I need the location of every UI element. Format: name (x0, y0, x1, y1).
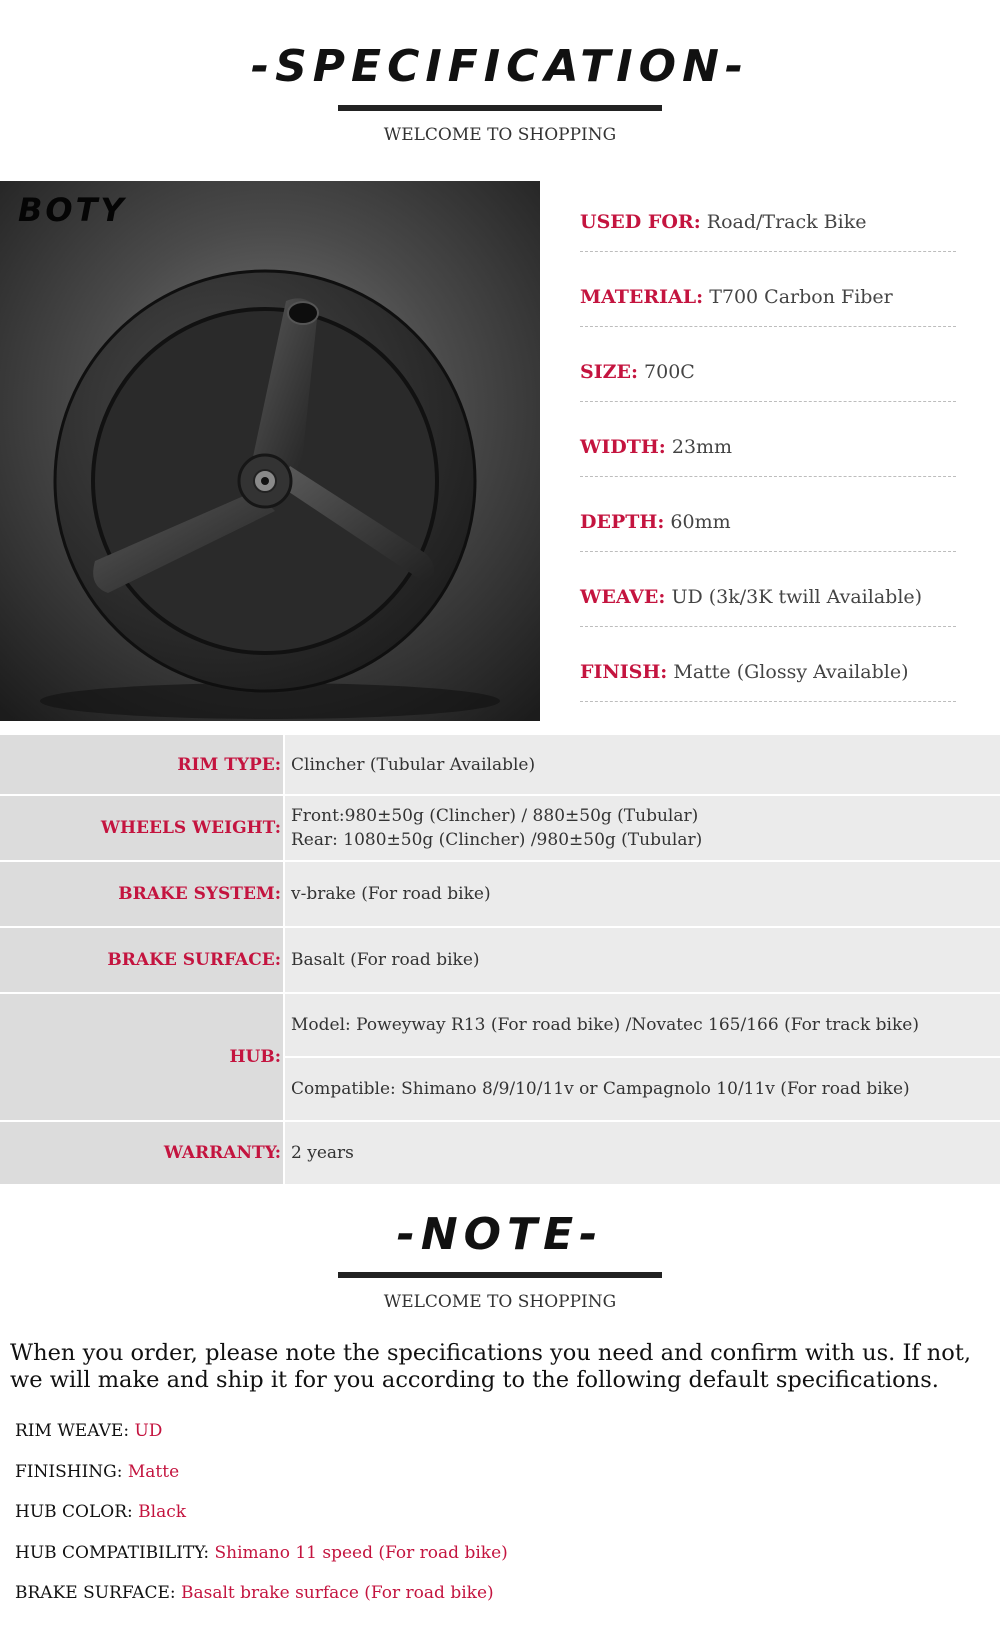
default-label: BRAKE SURFACE: (15, 1583, 181, 1603)
row-value-front: Front:980±50g (Clincher) / 880±50g (Tubular) (291, 806, 699, 826)
spec-value: Road/Track Bike (706, 211, 867, 233)
table-row-brake-surface (0, 928, 1000, 994)
table-row-brake-system (0, 862, 1000, 928)
spec-item-finish (580, 643, 956, 718)
wheel-photo-icon (0, 181, 540, 721)
spec-item-size (580, 343, 956, 418)
row-value: Basalt (For road bike) (291, 950, 480, 970)
default-label: RIM WEAVE: (15, 1421, 135, 1441)
spec-item-used-for (580, 193, 956, 268)
note-title: -NOTE- (396, 1209, 604, 1260)
default-item-hub-compatibility (15, 1543, 508, 1563)
row-label: HUB: (0, 994, 285, 1120)
spec-value: UD (3k/3K twill Available) (671, 586, 923, 608)
row-label: WHEELS WEIGHT: (0, 796, 285, 860)
row-value-model: Model: Poweyway R13 (For road bike) /Novatec 165/166 (For track bike) (291, 1015, 919, 1035)
spec-label: MATERIAL: (580, 286, 704, 308)
default-value: UD (134, 1421, 163, 1441)
spec-divider (580, 701, 956, 702)
spec-label: DEPTH: (580, 511, 665, 533)
default-item-hub-color (15, 1502, 186, 1522)
specification-title-underline (338, 105, 662, 111)
spec-divider (580, 401, 956, 402)
spec-item-weave (580, 568, 956, 643)
default-value: Matte (127, 1462, 180, 1482)
row-value: v-brake (For road bike) (291, 884, 491, 904)
spec-value: 23mm (671, 436, 733, 458)
spec-item-material (580, 268, 956, 343)
specification-subtitle: WELCOME TO SHOPPING (383, 125, 617, 145)
default-value: Black (138, 1502, 187, 1522)
spec-divider (580, 251, 956, 252)
default-item-rim-weave (15, 1421, 162, 1441)
spec-value: 700C (644, 361, 695, 383)
note-intro-text: When you order, please note the specifications you need and confirm with us. If not, we will make and ship it for you according to the following default specifications. (10, 1340, 972, 1393)
spec-divider (580, 476, 956, 477)
spec-label: FINISH: (580, 661, 668, 683)
specification-title: -SPECIFICATION- (250, 41, 750, 92)
brand-logo-text: BOTY (18, 191, 127, 229)
table-row-warranty (0, 1122, 1000, 1186)
spec-divider (580, 551, 956, 552)
spec-item-width (580, 418, 956, 493)
row-label: BRAKE SURFACE: (0, 928, 285, 992)
brand-logo (18, 191, 127, 229)
note-title-underline (338, 1272, 662, 1278)
row-label: WARRANTY: (0, 1122, 285, 1184)
row-label: BRAKE SYSTEM: (0, 862, 285, 926)
default-label: HUB COLOR: (15, 1502, 139, 1522)
spec-label: USED FOR: (580, 211, 701, 233)
default-value: Shimano 11 speed (For road bike) (214, 1543, 508, 1563)
spec-value: Matte (Glossy Available) (673, 661, 909, 683)
spec-value: T700 Carbon Fiber (709, 286, 893, 308)
row-value: 2 years (291, 1143, 354, 1163)
row-label: RIM TYPE: (0, 735, 285, 794)
table-row-wheels-weight (0, 796, 1000, 862)
spec-divider (580, 326, 956, 327)
spec-value: 60mm (670, 511, 731, 533)
default-label: HUB COMPATIBILITY: (15, 1543, 215, 1563)
table-row-hub (0, 994, 1000, 1122)
spec-item-depth (580, 493, 956, 568)
spec-divider (580, 626, 956, 627)
default-label: FINISHING: (15, 1462, 128, 1482)
row-value-compatible: Compatible: Shimano 8/9/10/11v or Campagnolo 10/11v (For road bike) (285, 1056, 1000, 1120)
row-value-rear: Rear: 1080±50g (Clincher) /980±50g (Tubular) (291, 830, 703, 850)
default-item-brake-surface (15, 1583, 494, 1603)
table-row-rim-type (0, 735, 1000, 796)
note-subtitle: WELCOME TO SHOPPING (383, 1292, 617, 1312)
default-item-finishing (15, 1462, 179, 1482)
spec-label: WEAVE: (580, 586, 666, 608)
spec-table (0, 733, 1000, 1186)
spec-label: SIZE: (580, 361, 638, 383)
row-value: Clincher (Tubular Available) (291, 754, 536, 775)
spec-label: WIDTH: (580, 436, 666, 458)
default-value: Basalt brake surface (For road bike) (181, 1583, 494, 1603)
